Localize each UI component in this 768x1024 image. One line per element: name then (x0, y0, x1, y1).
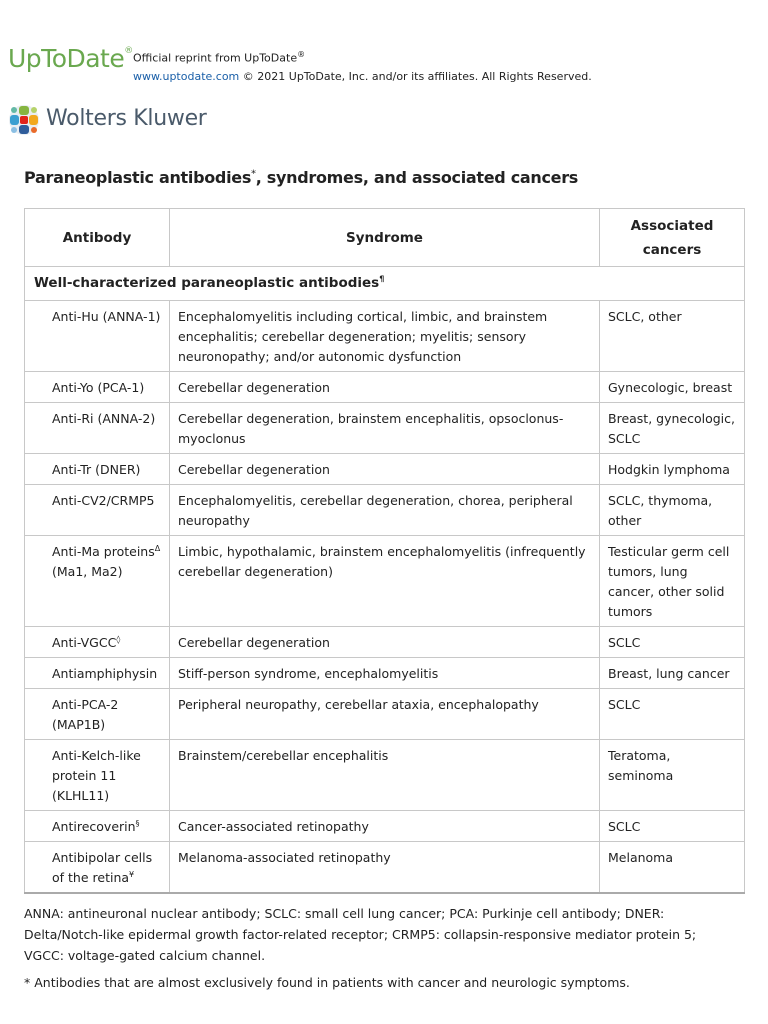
table-row (25, 454, 745, 485)
syndrome-cell: Cerebellar degeneration (170, 372, 600, 403)
syndrome-cell: Limbic, hypothalamic, brainstem encephalomyelitis (infrequently cerebellar degeneration) (170, 536, 600, 627)
syndrome-cell: Encephalomyelitis, cerebellar degeneration, chorea, peripheral neuropathy (170, 485, 600, 536)
syndrome-cell: Stiff-person syndrome, encephalomyelitis (170, 658, 600, 689)
antibody-name: Anti-Ma proteins (52, 544, 155, 559)
header-syndrome: Syndrome (170, 209, 600, 267)
site-link[interactable]: www.uptodate.com (133, 69, 240, 83)
reprint-line (133, 46, 592, 68)
table-header-row (25, 209, 745, 267)
cancers-cell: Melanoma (600, 842, 745, 894)
antibody-name: Anti-VGCC (52, 635, 117, 650)
wolters-kluwer-logo-icon (8, 104, 40, 136)
antibody-footnote-mark: ¥ (129, 869, 135, 879)
table-row (25, 658, 745, 689)
table-row (25, 740, 745, 811)
antibody-cell (25, 536, 170, 627)
syndrome-cell: Encephalomyelitis including cortical, limbic, and brainstem encephalitis; cerebellar degeneration; myelitis; sensory neuronopathy; and/or autonomic dysfunction (170, 301, 600, 372)
footnotes (24, 903, 724, 999)
table-row (25, 689, 745, 740)
table-body (25, 267, 745, 894)
table-row (25, 811, 745, 842)
antibody-cell (25, 689, 170, 740)
antibody-name: Anti-Yo (PCA-1) (52, 380, 145, 395)
reprint-mark: ® (297, 50, 306, 59)
copyright-line (133, 68, 592, 86)
cancers-cell: Breast, lung cancer (600, 658, 745, 689)
cancers-cell: Breast, gynecologic, SCLC (600, 403, 745, 454)
antibody-footnote-mark: ◊ (116, 634, 121, 644)
antibody-cell (25, 403, 170, 454)
antibody-name: Anti-Ri (ANNA-2) (52, 411, 156, 426)
header-antibody: Antibody (25, 209, 170, 267)
uptodate-logo[interactable] (8, 44, 133, 73)
table-row (25, 301, 745, 372)
antibody-cell (25, 301, 170, 372)
cancers-cell: SCLC, thymoma, other (600, 485, 745, 536)
antibody-cell (25, 740, 170, 811)
header-cancers: Associated cancers (600, 209, 745, 267)
table-row (25, 536, 745, 627)
cancers-cell: Testicular germ cell tumors, lung cancer, other solid tumors (600, 536, 745, 627)
cancers-cell: SCLC (600, 627, 745, 658)
cancers-cell: Teratoma, seminoma (600, 740, 745, 811)
antibody-name: Anti-Kelch-like protein 11 (KLHL11) (52, 748, 141, 803)
antibody-name: Antirecoverin (52, 819, 136, 834)
section-row (25, 267, 745, 301)
cancers-cell: Hodgkin lymphoma (600, 454, 745, 485)
antibody-cell (25, 811, 170, 842)
cancers-cell: SCLC (600, 689, 745, 740)
syndrome-cell: Cerebellar degeneration (170, 454, 600, 485)
antibody-cell (25, 658, 170, 689)
antibody-cell (25, 372, 170, 403)
uptodate-logo-text: UpToDate (8, 44, 125, 73)
table-row (25, 485, 745, 536)
cancers-cell: SCLC (600, 811, 745, 842)
uptodate-logo-mark: ® (124, 46, 133, 56)
antibody-name-suffix: (Ma1, Ma2) (52, 564, 123, 579)
syndrome-cell: Cancer-associated retinopathy (170, 811, 600, 842)
antibody-name: Antibipolar cells of the retina (52, 850, 153, 885)
page-title (24, 168, 578, 187)
section-mark: ¶ (379, 274, 385, 284)
antibody-name: Anti-Tr (DNER) (52, 462, 141, 477)
antibody-name: Anti-CV2/CRMP5 (52, 493, 155, 508)
header (8, 40, 748, 90)
section-header (25, 267, 745, 301)
title-text: Paraneoplastic antibodies (24, 168, 252, 187)
antibody-cell (25, 842, 170, 894)
antibody-cell (25, 627, 170, 658)
cancers-cell: Gynecologic, breast (600, 372, 745, 403)
publisher-name: Wolters Kluwer (46, 106, 207, 131)
antibody-cell (25, 485, 170, 536)
table-row (25, 403, 745, 454)
syndrome-cell: Cerebellar degeneration, brainstem encephalitis, opsoclonus-myoclonus (170, 403, 600, 454)
section-label: Well-characterized paraneoplastic antibodies (34, 275, 380, 291)
reprint-label: Official reprint from UpToDate (133, 51, 298, 65)
abbreviations-note: ANNA: antineuronal nuclear antibody; SCLC: small cell lung cancer; PCA: Purkinje cell antibody; DNER: Delta/Notch-like epidermal growth factor-related receptor; CRMP5: collapsin-responsive mediator protein 5; VGCC: voltage-gated calcium channel. (24, 906, 697, 963)
star-footnote: * Antibodies that are almost exclusively found in patients with cancer and neurologic symptoms. (24, 975, 630, 990)
antibody-cell (25, 454, 170, 485)
table-row (25, 627, 745, 658)
copyright-text: © 2021 UpToDate, Inc. and/or its affiliates. All Rights Reserved. (242, 69, 592, 83)
table-row (25, 842, 745, 894)
antibody-footnote-mark: § (135, 818, 140, 828)
syndrome-cell: Melanoma-associated retinopathy (170, 842, 600, 894)
cancers-cell: SCLC, other (600, 301, 745, 372)
antibody-name: Anti-Hu (ANNA-1) (52, 309, 161, 324)
title-mark: * (251, 168, 256, 180)
antibody-footnote-mark: Δ (154, 543, 161, 553)
reprint-notice (133, 46, 592, 86)
syndrome-cell: Cerebellar degeneration (170, 627, 600, 658)
syndrome-cell: Brainstem/cerebellar encephalitis (170, 740, 600, 811)
antibody-name: Antiamphiphysin (52, 666, 158, 681)
syndrome-cell: Peripheral neuropathy, cerebellar ataxia, encephalopathy (170, 689, 600, 740)
publisher-logo (8, 102, 308, 142)
title-text-rest: , syndromes, and associated cancers (255, 168, 579, 187)
table-row (25, 372, 745, 403)
antibody-name: Anti-PCA-2 (MAP1B) (52, 697, 119, 732)
antibody-table (24, 208, 745, 894)
